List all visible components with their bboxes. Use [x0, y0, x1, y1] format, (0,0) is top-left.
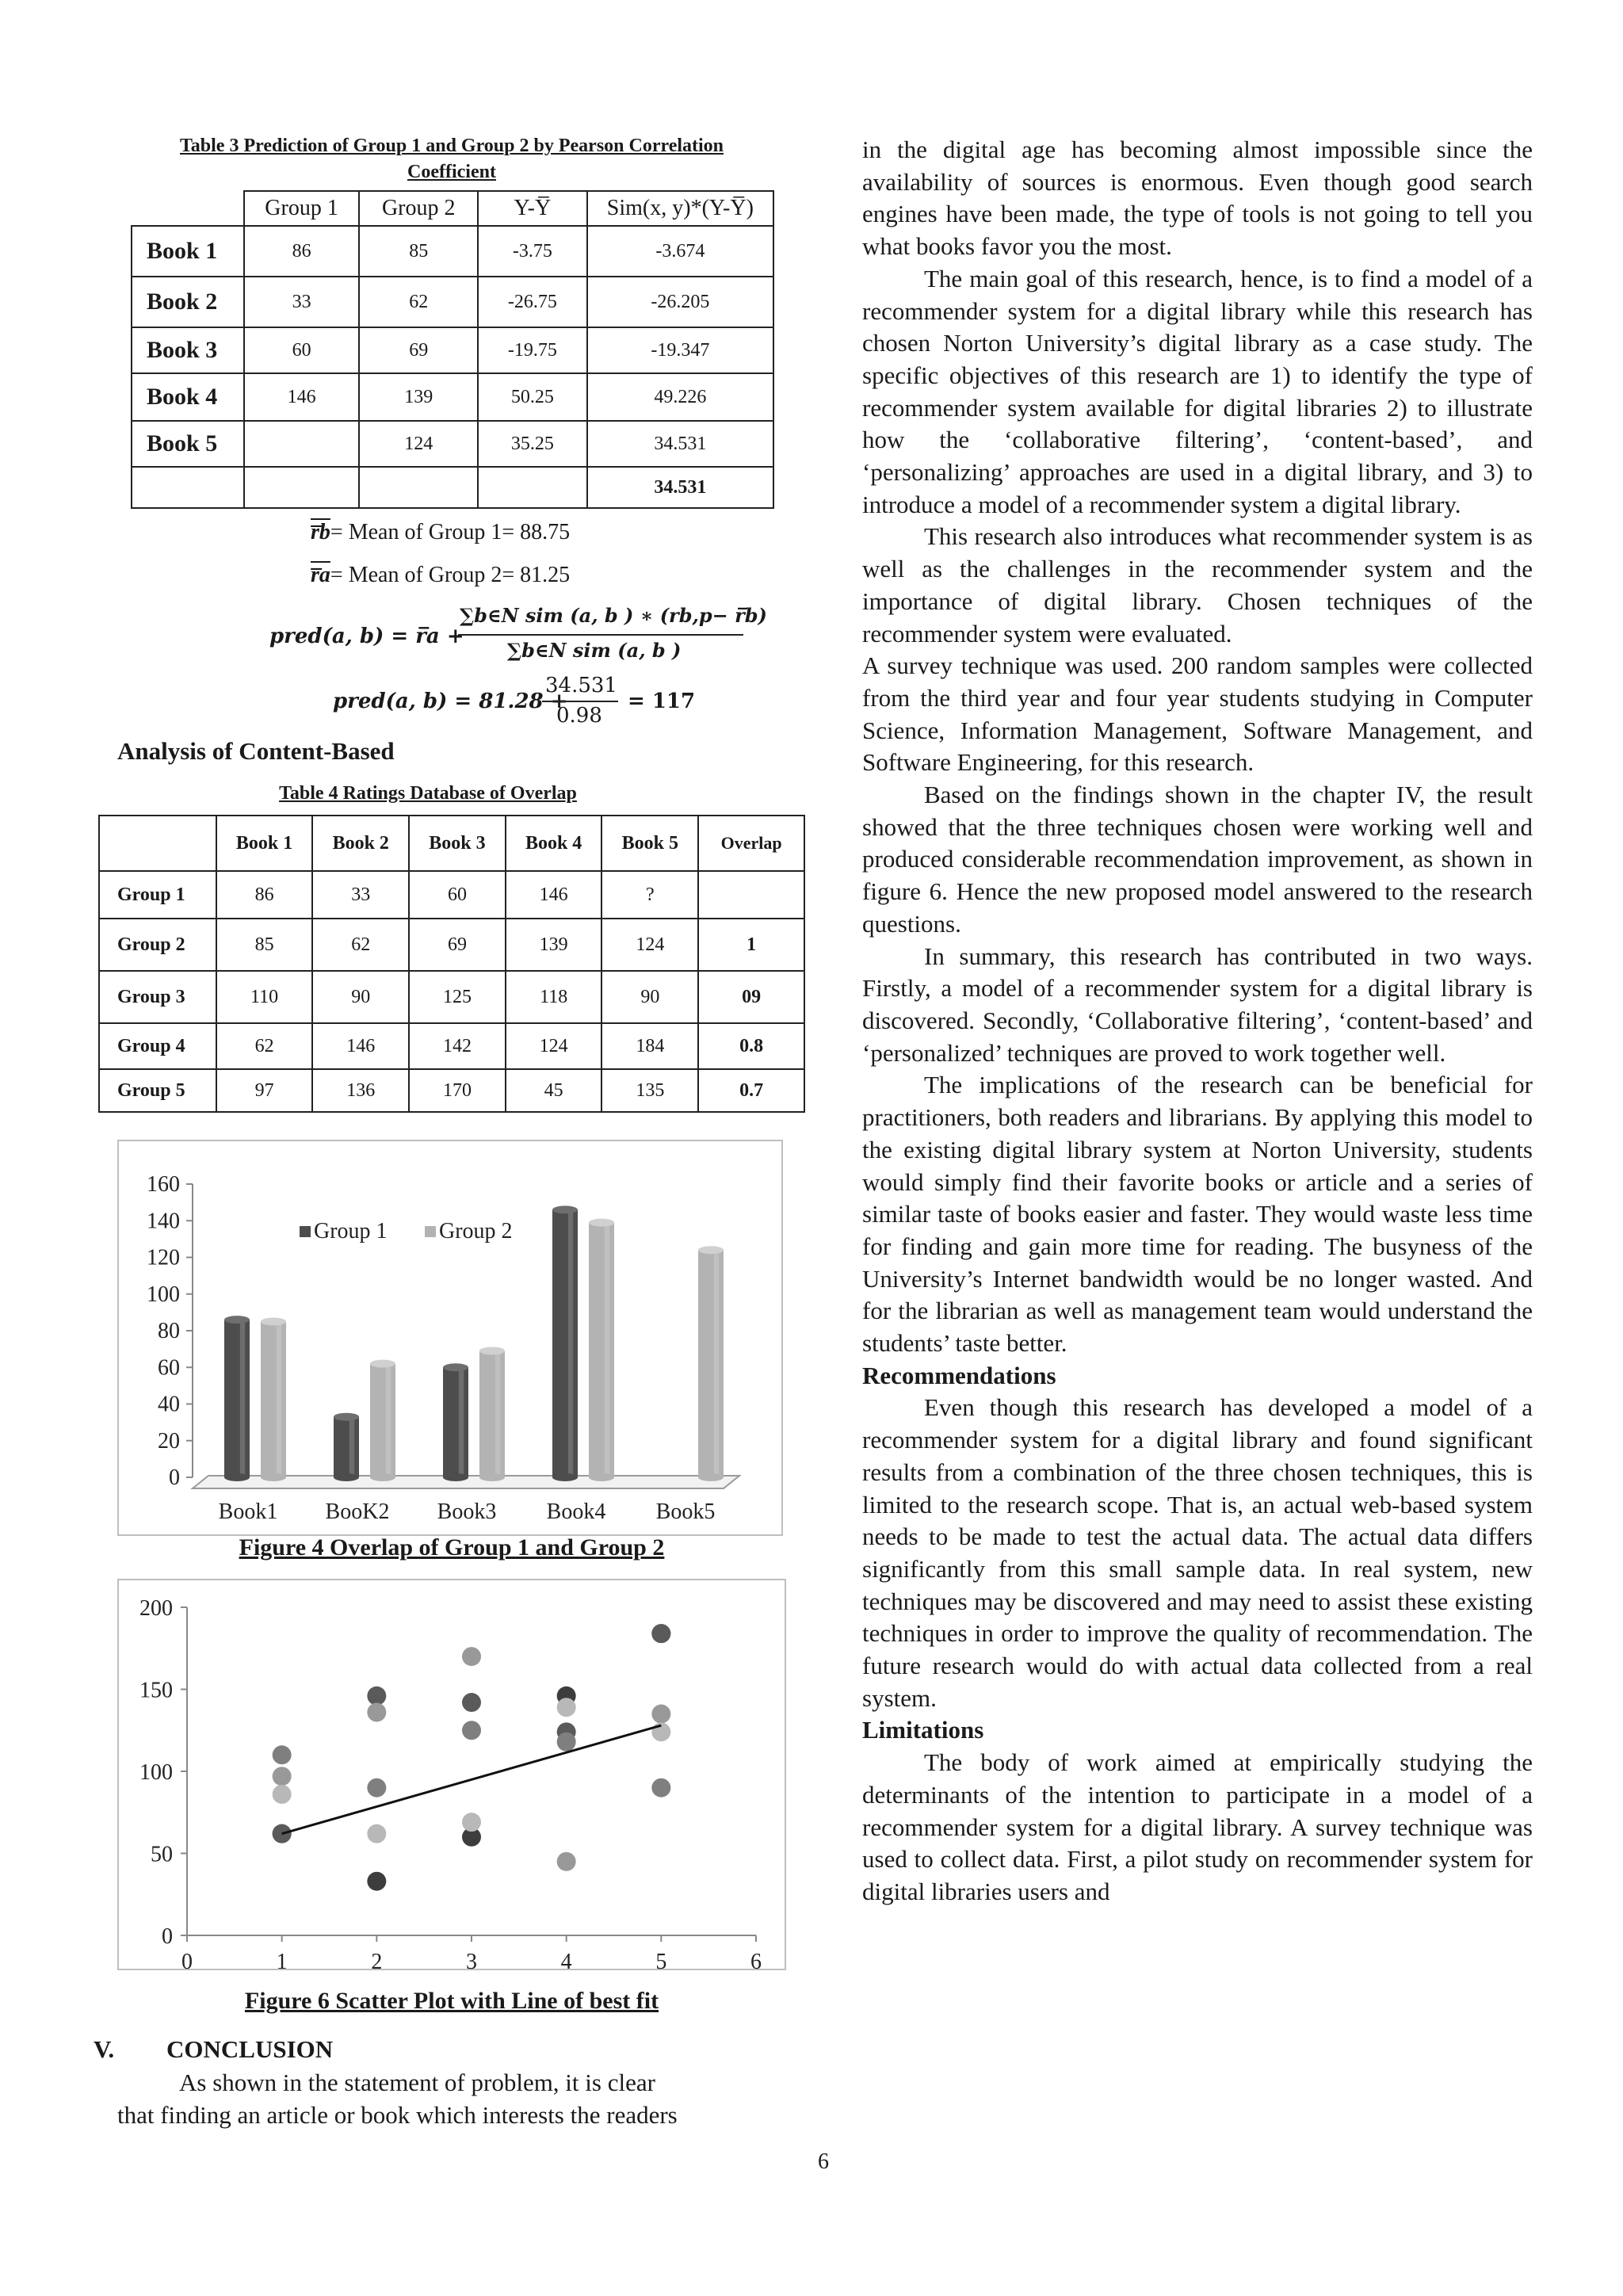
right-column	[862, 134, 1533, 1908]
bar-group-2-book4	[589, 1223, 614, 1477]
scatter-point-group-3	[557, 1733, 576, 1752]
right-paragraph-7: The implications of the research can be beneficial for practitioners, both readers and librarians. By applying this model to the existing digital library system at Norton University, students would simply find their favorite books or article and a series of similar taste of books easier and faster. They would waste less time for finding and gain more time for reading. The busyness of the University’s Internet bandwidth would be no longer wasted. And for the librarian as well as management team would understand the students’ taste better.	[862, 1071, 1533, 1358]
table3-caption-line2: Coefficient	[407, 162, 496, 182]
table4-header: Book 5	[601, 816, 698, 871]
table4-cell: 62	[216, 1023, 313, 1069]
bar-group-1-book4	[552, 1209, 578, 1477]
table3-cell: 33	[244, 277, 360, 327]
x-tick-label: 1	[276, 1950, 288, 1970]
conclusion-heading: CONCLUSION	[166, 2035, 334, 2063]
bar-base	[479, 1473, 505, 1481]
table3-corner	[132, 191, 244, 226]
scatter-point-group-1	[367, 1872, 386, 1891]
table4-row-label: Group 5	[99, 1069, 216, 1112]
table3-cell: 139	[359, 373, 478, 421]
figure4-caption: Figure 4 Overlap of Group 1 and Group 2	[239, 1534, 665, 1561]
bar-top	[552, 1205, 578, 1213]
bar-top	[479, 1347, 505, 1354]
table3-cell: -19.75	[478, 327, 587, 373]
table3-caption	[119, 133, 785, 185]
table3-row-label: Book 4	[132, 373, 244, 421]
bar-highlight	[714, 1250, 719, 1477]
table3-total: 34.531	[587, 467, 773, 508]
x-tick-label: 2	[371, 1950, 383, 1970]
scatter-point-group-4	[651, 1705, 670, 1724]
table3-cell: 60	[244, 327, 360, 373]
mean-group2	[311, 563, 570, 588]
y-tick-label: 200	[139, 1596, 173, 1621]
formula2-denominator: 0.98	[556, 704, 602, 728]
legend-swatch	[425, 1226, 436, 1237]
table3-header: Sim(x, y)*(Y-Y̅)	[587, 191, 773, 226]
bar-base	[334, 1473, 359, 1481]
y-tick-label: 160	[147, 1172, 180, 1197]
y-tick-label: 40	[158, 1392, 180, 1417]
y-tick-label: 100	[147, 1282, 180, 1307]
figure6-scatter-chart	[117, 1579, 786, 1970]
bar-top	[370, 1360, 395, 1368]
legend-label: Group 1	[314, 1219, 388, 1244]
table4-cell: 118	[506, 971, 602, 1023]
scatter-point-group-2	[651, 1624, 670, 1643]
conclusion-heading-number: V.	[94, 2035, 115, 2063]
table4-cell: 146	[506, 871, 602, 919]
scatter-point-group-3	[651, 1778, 670, 1797]
ra-symbol: r̅a	[311, 563, 330, 587]
table3-row	[132, 277, 773, 327]
formula2-fraction-bar	[542, 701, 618, 702]
scatter-point-group-5	[462, 1813, 481, 1832]
table4-header: Overlap	[698, 816, 804, 871]
bar-base	[552, 1473, 578, 1481]
table3-cell: 50.25	[478, 373, 587, 421]
table3-header-row	[132, 191, 773, 226]
table4-row	[99, 871, 804, 919]
formula-lhs: pred(a, b) = r̅a +	[269, 625, 464, 648]
table4-row	[99, 919, 804, 971]
table3-header: Y-Y̅	[478, 191, 587, 226]
y-tick-label: 120	[147, 1245, 180, 1270]
table4-cell: 60	[409, 871, 506, 919]
y-tick-label: 50	[151, 1842, 173, 1867]
y-tick-label: 150	[139, 1678, 173, 1703]
table4-corner	[99, 816, 216, 871]
formula-numerator: ∑b∈N sim (a, b ) ∗ (rb,p− r̅b)	[460, 604, 767, 627]
right-paragraph-4: A survey technique was used. 200 random samples were collected from the third year and four year students studying in Computer Science, Information Management, Software Management, and Software Engineering, for this research.	[862, 651, 1533, 777]
bar-top	[443, 1363, 468, 1371]
scatter-point-group-2	[367, 1687, 386, 1706]
table4-cell: 97	[216, 1069, 313, 1112]
table3-cell: 35.25	[478, 421, 587, 467]
mean-group1-text: = Mean of Group 1= 88.75	[330, 520, 571, 544]
legend-swatch	[300, 1226, 311, 1237]
table4-cell: 69	[409, 919, 506, 971]
scatter-point-group-4	[367, 1702, 386, 1721]
table3-row	[132, 226, 773, 277]
bar-group-2-book1	[261, 1321, 286, 1477]
bar-top	[334, 1413, 359, 1421]
formula2-numerator: 34.531	[545, 674, 617, 697]
table3-cell: 69	[359, 327, 478, 373]
bar-highlight	[568, 1209, 573, 1477]
bar-group-1-book2	[334, 1417, 359, 1477]
x-tick-label: Book5	[655, 1499, 716, 1524]
table3	[131, 190, 774, 509]
table4-header: Book 3	[409, 816, 506, 871]
page-number: 6	[818, 2149, 829, 2174]
figure6-caption: Figure 6 Scatter Plot with Line of best fit	[244, 1988, 659, 2014]
table3-cell: 49.226	[587, 373, 773, 421]
table4-cell: 124	[601, 919, 698, 971]
right-paragraph-9: The body of work aimed at empirically studying the determinants of the intention to participate in a model of a recommender system for a digital library. A survey technique was used to collect data. First, a pilot study on recommender system for digital libraries users and	[862, 1748, 1533, 1905]
table4-row-label: Group 2	[99, 919, 216, 971]
scatter-point-group-5	[651, 1722, 670, 1741]
x-tick-label: 6	[750, 1950, 762, 1970]
table3-cell: 85	[359, 226, 478, 277]
table4-cell: 142	[409, 1023, 506, 1069]
bar-highlight	[277, 1321, 281, 1477]
right-paragraph-5: Based on the findings shown in the chapter IV, the result showed that the three techniques chosen were working well and produced considerable recommendation improvement, as shown in figure 6. Hence the new proposed model answered to the research questions.	[862, 781, 1533, 938]
table4-row-label: Group 1	[99, 871, 216, 919]
table3-cell: 86	[244, 226, 360, 277]
bar-highlight	[459, 1367, 464, 1477]
table3-cell: 62	[359, 277, 478, 327]
mean-group2-text: = Mean of Group 2= 81.25	[330, 563, 571, 587]
scatter-point-group-3	[273, 1745, 292, 1764]
x-tick-label: 3	[466, 1950, 477, 1970]
bar-base	[443, 1473, 468, 1481]
scatter-point-group-4	[462, 1647, 481, 1666]
table4-row-label: Group 3	[99, 971, 216, 1023]
bar-top	[698, 1246, 724, 1254]
scatter-point-group-5	[273, 1785, 292, 1804]
bar-highlight	[386, 1364, 391, 1477]
table3-total-row	[132, 467, 773, 508]
bar-base	[261, 1473, 286, 1481]
bar-base	[589, 1473, 614, 1481]
y-tick-label: 0	[169, 1465, 180, 1490]
mean-group1	[311, 520, 570, 545]
table4-cell: 184	[601, 1023, 698, 1069]
bar-highlight	[605, 1223, 609, 1477]
y-tick-label: 140	[147, 1209, 180, 1234]
conclusion-line2: that finding an article or book which interests the readers	[117, 2100, 678, 2129]
bar-group-1-book1	[224, 1320, 250, 1477]
table4-cell: 124	[506, 1023, 602, 1069]
scatter-point-group-4	[273, 1767, 292, 1786]
formula-pred	[269, 604, 767, 667]
bar-group-1-book3	[443, 1367, 468, 1477]
table3-empty	[478, 467, 587, 508]
table4-cell: 85	[216, 919, 313, 971]
table3-cell: -3.75	[478, 226, 587, 277]
formula2-result: = 117	[628, 690, 696, 713]
table3-header: Group 1	[244, 191, 360, 226]
table4-cell: 139	[506, 919, 602, 971]
table3-cell: -3.674	[587, 226, 773, 277]
right-paragraph-3: This research also introduces what recommender system is as well as the challenges in the recommender system and the importance of digital library. Chosen techniques of the recommender system were evaluated.	[862, 522, 1533, 648]
table4-row-label: Group 4	[99, 1023, 216, 1069]
table3-row-label: Book 3	[132, 327, 244, 373]
formula-denominator: ∑b∈N sim (a, b )	[507, 639, 682, 662]
recommendations-heading: Recommendations	[862, 1361, 1056, 1389]
x-tick-label: Book1	[218, 1499, 278, 1524]
table4-cell: 0.8	[698, 1023, 804, 1069]
table4-row	[99, 1023, 804, 1069]
table3-cell: 124	[359, 421, 478, 467]
formula-fraction-bar	[458, 634, 743, 636]
table3-cell: 34.531	[587, 421, 773, 467]
x-tick-label: Book4	[546, 1499, 606, 1524]
bar-base	[224, 1473, 250, 1481]
scatter-point-group-3	[462, 1721, 481, 1740]
table3-row-label: Book 2	[132, 277, 244, 327]
x-tick-label: Book3	[437, 1499, 497, 1524]
bar-highlight	[240, 1320, 245, 1477]
table3-cell: 146	[244, 373, 360, 421]
table3-row	[132, 421, 773, 467]
table3-cell: -26.75	[478, 277, 587, 327]
table4-cell: 09	[698, 971, 804, 1023]
bar-highlight	[349, 1417, 354, 1477]
formula2-lhs: pred(a, b) = 81.28 +	[333, 690, 568, 713]
table4-cell: 110	[216, 971, 313, 1023]
table3-header: Group 2	[359, 191, 478, 226]
bar-base	[698, 1473, 724, 1481]
scatter-point-group-3	[367, 1778, 386, 1797]
x-tick-label: 4	[560, 1950, 572, 1970]
bar-group-2-book2	[370, 1364, 395, 1477]
table3-caption-line1: Table 3 Prediction of Group 1 and Group 2 by Pearson Correlation	[179, 136, 724, 156]
table4-cell	[698, 871, 804, 919]
table4-row	[99, 971, 804, 1023]
table3-cell	[244, 421, 360, 467]
table4-header: Book 2	[312, 816, 409, 871]
bar-top	[589, 1219, 614, 1227]
right-paragraph-1: in the digital age has becoming almost impossible since the availability of sources is enormous. Even though good search engines have been made, the type of tools is not going to tell you what books favor you the most.	[862, 136, 1533, 261]
table4-header: Book 1	[216, 816, 313, 871]
conclusion-paragraph	[117, 2067, 785, 2131]
bar-top	[261, 1317, 286, 1325]
formula-pred-result	[333, 674, 697, 737]
table3-empty	[359, 467, 478, 508]
table3-row	[132, 327, 773, 373]
bar-base	[370, 1473, 395, 1481]
x-tick-label: 0	[181, 1950, 193, 1970]
x-tick-label: 5	[655, 1950, 667, 1970]
table4-cell: 45	[506, 1069, 602, 1112]
scatter-point-group-2	[462, 1693, 481, 1712]
y-tick-label: 60	[158, 1355, 180, 1381]
table4-cell: 86	[216, 871, 313, 919]
table3-cell: -26.205	[587, 277, 773, 327]
table4-cell: 62	[312, 919, 409, 971]
table3-cell: -19.347	[587, 327, 773, 373]
table4-cell: 33	[312, 871, 409, 919]
bar-group-2-book3	[479, 1350, 505, 1477]
y-tick-label: 20	[158, 1428, 180, 1454]
x-tick-label: BooK2	[325, 1499, 390, 1524]
y-tick-label: 0	[162, 1924, 173, 1949]
limitations-heading: Limitations	[862, 1716, 984, 1744]
table4-cell: 146	[312, 1023, 409, 1069]
scatter-point-group-5	[367, 1824, 386, 1843]
y-tick-label: 100	[139, 1760, 173, 1785]
legend-label: Group 2	[439, 1219, 513, 1244]
right-paragraph-6: In summary, this research has contributed in two ways. Firstly, a model of a recommender system for a digital library is discovered. Secondly, ‘Collaborative filtering’, ‘content-based’ and ‘personalized’ techniques are proved to work together well.	[862, 942, 1533, 1067]
table4-cell: 135	[601, 1069, 698, 1112]
table4-cell: 0.7	[698, 1069, 804, 1112]
table3-row	[132, 373, 773, 421]
table3-row-label: Book 1	[132, 226, 244, 277]
table4-row	[99, 1069, 804, 1112]
table4-cell: 90	[312, 971, 409, 1023]
table4-header-row	[99, 816, 804, 871]
figure4-bar-chart	[117, 1140, 783, 1536]
table3-row-label: Book 5	[132, 421, 244, 467]
right-paragraph-8: Even though this research has developed a model of a recommender system for a digital library and found significant results from a combination of the three chosen techniques, this is limited to the research scope. That is, an actual web-based system needs to be made to test the actual data. The actual data differs significantly from this small sample data. In real system, new techniques may be discovered and may need to assist these existing techniques in order to improve the quality of recommendation. The future research would do with actual data collected from a real system.	[862, 1393, 1533, 1712]
right-paragraph-2: The main goal of this research, hence, is to find a model of a recommender system for a digital library while this research has chosen Norton University’s digital library as a case study. The specific objectives of this research are 1) to identify the type of recommender system available for digital libraries 2) to illustrate how the ‘collaborative filtering’, ‘content-based’, and ‘personalizing’ approaches are used in a digital library, and 3) to introduce a model of a recommender system a digital library.	[862, 264, 1533, 518]
table3-empty	[132, 467, 244, 508]
table4-cell: 125	[409, 971, 506, 1023]
table4	[98, 815, 805, 1113]
rb-symbol: r̅b	[311, 520, 330, 544]
y-tick-label: 80	[158, 1319, 180, 1343]
bar-top	[224, 1316, 250, 1324]
table4-caption: Table 4 Ratings Database of Overlap	[279, 783, 577, 804]
scatter-point-group-4	[557, 1852, 576, 1871]
table4-cell: 170	[409, 1069, 506, 1112]
table4-header: Book 4	[506, 816, 602, 871]
scatter-point-group-5	[557, 1698, 576, 1717]
conclusion-line1: As shown in the statement of problem, it is clear	[179, 2069, 655, 2096]
table4-cell: 136	[312, 1069, 409, 1112]
table3-empty	[244, 467, 360, 508]
table4-cell: ?	[601, 871, 698, 919]
bar-group-2-book5	[698, 1250, 724, 1477]
bar-highlight	[495, 1350, 500, 1477]
table4-cell: 1	[698, 919, 804, 971]
section-heading-content-based: Analysis of Content-Based	[117, 737, 395, 765]
table4-cell: 90	[601, 971, 698, 1023]
